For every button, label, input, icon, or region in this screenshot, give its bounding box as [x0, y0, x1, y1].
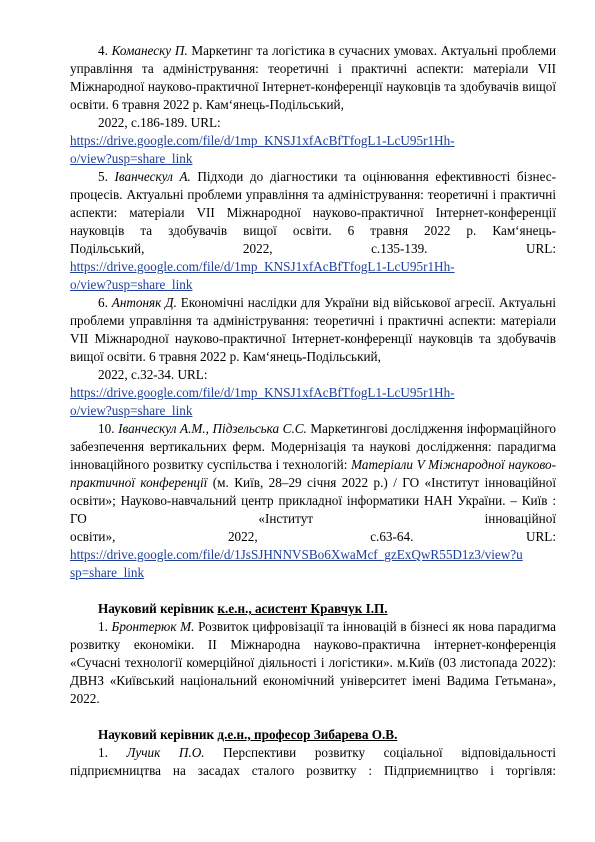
supervisor-title: д.е.н., професор Зибарева О.В. — [217, 727, 398, 742]
reference-url[interactable] — [70, 132, 556, 168]
reference-body: Маркетинг та логістика в сучасних умовах. Актуальні проблеми управління та адміністрування: теоретичні і практичні аспекти: матеріали VII Міжнародної науково-практичної Інтернет-конференції науковців та здобувачів вищої освіти. 6 травня 2022 р. Кам‘янець-Подільський, — [70, 43, 557, 112]
reference-author: Іванческул А.М., Підзельська С.С. — [118, 421, 307, 436]
reference-6 — [70, 294, 556, 420]
entry-body: Розвиток цифровізації та інновацій в бізнесі як нова парадигма розвитку економіки. ІІ Міжнародна науково-практична інтернет-конференція «Сучасні технології комерційної діяльності і логістики». м.Київ (03 листопада 2022): ДВНЗ «Київський національний економічний університет імені Вадима Гетьмана», 2022. — [70, 619, 556, 706]
reference-4 — [70, 42, 556, 168]
supervisor-entry — [70, 744, 556, 780]
reference-number: 5. — [98, 169, 108, 184]
reference-url[interactable] — [70, 384, 556, 420]
reference-last-line: освіти», 2022, с.63-64. URL: — [70, 529, 557, 544]
supervisor-heading: Науковий керівник к.е.н., асистент Кравчук І.П. — [98, 601, 388, 616]
reference-text — [70, 420, 556, 528]
reference-number: 6. — [98, 295, 108, 310]
reference-text — [70, 294, 556, 366]
supervisor-entry — [70, 618, 556, 708]
entry-author: Бронтерюк М. — [111, 619, 195, 634]
reference-last-line: Подільський, 2022, с.135-139. URL: — [70, 241, 557, 256]
reference-url[interactable] — [70, 546, 556, 582]
reference-link[interactable]: https://drive.google.com/file/d/1mp_KNSJ1xfAcBfTfogL1-LcU95r1Hh- o/view?usp=share_link — [70, 385, 455, 418]
reference-author: Антоняк Д. — [111, 295, 177, 310]
reference-body: Маркетингові дослідження інформаційного забезпечення вертикальних ферм. Модернізація та наукові дослідження: парадигма інноваційного розвитку суспільства і технологій: — [70, 421, 556, 472]
entry-body: Перспективи розвитку соціальної відповідальності підприємництва на засадах сталого розвитку : Підприємництво і торгівля: — [70, 745, 556, 778]
reference-link[interactable]: https://drive.google.com/file/d/1mp_KNSJ1xfAcBfTfogL1-LcU95r1Hh- o/view?usp=share_link — [70, 259, 455, 292]
reference-body: Економічні наслідки для України від військової агресії. Актуальні проблеми управління та адміністрування: теоретичні і практичні аспекти: матеріали VII Міжнародної науково-практичної Інтернет-конференції науковців та здобувачів вищої освіти. 6 травня 2022 р. Кам‘янець-Подільський, — [70, 295, 556, 364]
reference-link[interactable]: https://drive.google.com/file/d/1mp_KNSJ1xfAcBfTfogL1-LcU95r1Hh- o/view?usp=share_link — [70, 133, 455, 166]
reference-text — [70, 42, 556, 114]
reference-pages: 2022, с.32-34. URL: — [98, 367, 208, 382]
reference-10 — [70, 420, 556, 582]
supervisor-heading: Науковий керівник д.е.н., професор Зибарева О.В. — [98, 727, 398, 742]
entry-author: Лучик П.О. — [126, 745, 205, 760]
reference-link[interactable]: https://drive.google.com/file/d/1JsSJHNNVSBo6XwaMcf_gzExQwR55D1z3/view?u sp=share_link — [70, 547, 523, 580]
reference-source-title: Матеріали V Міжнародної науково-практичної конференції — [70, 457, 556, 490]
reference-pages: 2022, с.186-189. URL: — [98, 115, 221, 130]
entry-number: 1. — [98, 619, 108, 634]
reference-number: 4. — [98, 43, 108, 58]
reference-url[interactable] — [70, 258, 556, 294]
reference-text — [70, 168, 556, 240]
reference-number: 10. — [98, 421, 115, 436]
reference-body: Підходи до діагностики та оцінювання ефективності бізнес-процесів. Актуальні проблеми управління та адміністрування: теоретичні і практичні аспекти: матеріали VII Міжнародної науково-практичної Інтернет-конференції науковців та здобувачів вищої освіти. 6 травня 2022 р. Кам‘янець- — [70, 169, 556, 238]
document-page — [70, 42, 556, 780]
reference-5 — [70, 168, 556, 294]
reference-author: Команеску П. — [111, 43, 188, 58]
entry-number: 1. — [98, 745, 108, 760]
reference-body-cont: (м. Київ, 28–29 січня 2022 р.) / ГО «Інститут інноваційної освіти»; Науково-навчальний центр прикладної інформатики НАН України. – Київ : ГО «Інститут інноваційної — [70, 475, 556, 526]
supervisor-title: к.е.н., асистент Кравчук І.П. — [217, 601, 388, 616]
reference-author: Іванческул А. — [114, 169, 191, 184]
